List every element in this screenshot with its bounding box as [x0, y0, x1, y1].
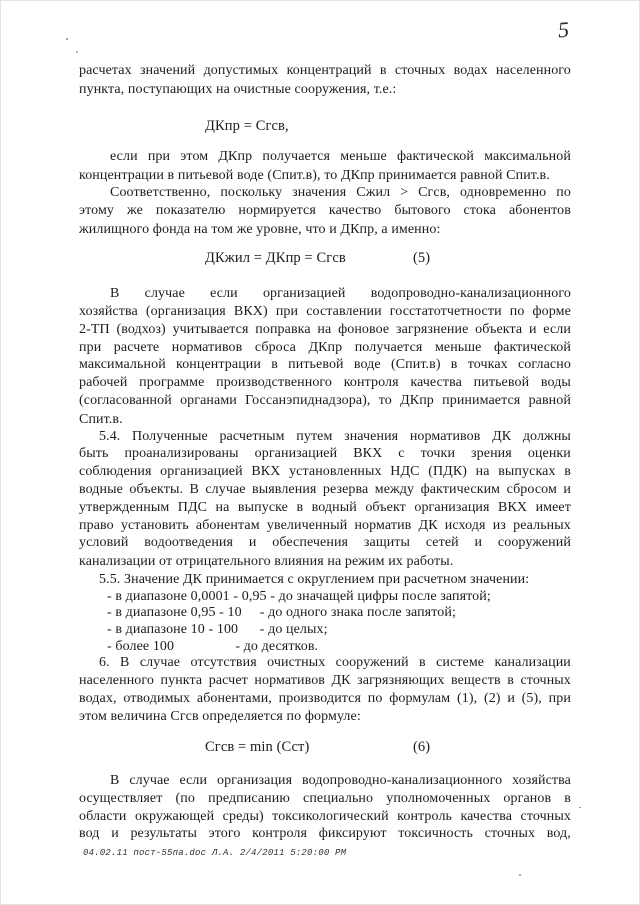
formula [79, 739, 571, 757]
paragraph [79, 773, 571, 844]
text-line: быть проанализированы организацией ВКХ с точки зрения оценки [79, 446, 571, 462]
scan-speck [76, 51, 78, 53]
text-line: 6. В случае отсутствия очистных сооружений в системе канализации [99, 655, 571, 671]
text-line: В случае если организация водопроводно-канализационного хозяйства [110, 773, 571, 789]
paragraph [79, 571, 571, 589]
text-line: осуществляет (по предписанию специально уполномоченных органов в [79, 790, 571, 806]
text-line: при расчете нормативов сброса ДКпр получается меньше фактической [79, 339, 571, 355]
list-item: - более 100 - до десятков. [107, 638, 319, 654]
scan-speck [66, 38, 68, 40]
text-line: право установить абонентам увеличенный норматив ДК исходя из реальных [79, 517, 571, 533]
text-line: вод и результаты этого контроля фиксируют токсичность сточных вод, [79, 826, 571, 842]
formula [79, 250, 571, 268]
text-line: соблюдения организацией ВКХ установленных НДС (ПДК) на выпусках в [79, 464, 571, 480]
page-number: 5 [557, 16, 570, 43]
rounding-rules-list [79, 589, 571, 655]
text-line: если при этом ДКпр получается меньше фактической максимальной [110, 149, 571, 165]
list-item: - в диапазоне 0,95 - 10 - до одного знака после запятой; [107, 605, 456, 621]
formula [79, 118, 571, 136]
paragraph [79, 185, 571, 238]
formula-text: ДКпр = Сгсв, [205, 117, 289, 134]
text-line: водах, отводимых абонентами, производится по формулам (1), (2) и (5), при [79, 690, 571, 706]
text-line: Соответственно, поскольку значения Сжил > Сгсв, одновременно по [110, 184, 571, 200]
text-line: Спит.в. [79, 411, 123, 427]
text-line: концентрации в питьевой воде (Спит.в), то ДКпр принимается равной Спит.в. [79, 168, 550, 184]
text-line: населенного пункта расчет нормативов ДК загрязняющих веществ в сточных [79, 672, 571, 688]
text-line: области окружающей среды) токсикологический контроль качества сточных [79, 808, 571, 824]
text-line: хозяйства (организация ВКХ) при составлении госстатотчетности по форме [79, 303, 571, 319]
text-line: утвержденным ПДС на выпуске в водный объект организация ВКХ имеет [79, 499, 571, 515]
text-line: этом величина Сгсв определяется по формуле: [79, 709, 361, 725]
text-line: максимальной концентрации в питьевой воде (Спит.в) в точках согласно [79, 357, 571, 373]
document-body [79, 63, 571, 844]
text-line: пункта, поступающих на очистные сооружения, т.е.: [79, 81, 397, 97]
text-line: 5.4. Полученные расчетным путем значения нормативов ДК должны [99, 428, 571, 444]
text-line: (согласованной органами Госсанэпиднадзора), то ДКпр принимается равной [79, 392, 571, 408]
paragraph [79, 655, 571, 726]
formula-number: (5) [413, 250, 431, 267]
text-line: этому же показателю нормируется качество бытового стока абонентов [79, 202, 571, 218]
formula-text: Сгсв = min (Сст) [205, 739, 310, 756]
scan-speck [579, 807, 581, 808]
paragraph [79, 429, 571, 571]
text-line: водные объекты. В случае выявления резерва между фактическим сбросом и [79, 481, 571, 497]
list-item: - в диапазоне 0,0001 - 0,95 - до значащей цифры после запятой; [107, 588, 491, 604]
text-line: канализации от отрицательного влияния на режим их работы. [79, 554, 454, 570]
text-line: условий водоотведения и обеспечения защиты сетей и сооружений [79, 535, 571, 551]
text-line: жилищного фонда на том же уровне, что и ДКпр, а именно: [79, 221, 441, 237]
list-item: - в диапазоне 10 - 100 - до целых; [107, 621, 328, 637]
text-line: 2-ТП (водхоз) учитывается поправка на фоновое загрязнение объекта и если [79, 321, 571, 337]
text-line: 5.5. Значение ДК принимается с округлением при расчетном значении: [99, 571, 530, 587]
paragraph [79, 63, 571, 99]
text-line: расчетах значений допустимых концентраций в сточных водах населенного [79, 63, 571, 78]
formula-number: (6) [413, 739, 431, 756]
scan-speck [519, 874, 521, 876]
paragraph [79, 149, 571, 185]
text-line: рабочей программе производственного контроля качества питьевой воды [79, 375, 571, 391]
paragraph [79, 286, 571, 428]
footer-stamp: 04.02.11 пост-55па.doc Л.А. 2/4/2011 5:20:00 PM [83, 848, 347, 858]
text-line: В случае если организацией водопроводно-канализационного [110, 286, 571, 302]
formula-text: ДКжил = ДКпр = Сгсв [205, 250, 346, 267]
